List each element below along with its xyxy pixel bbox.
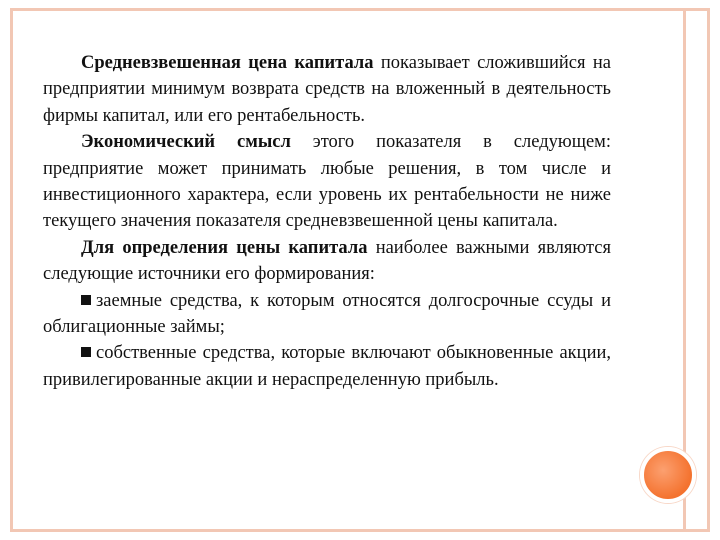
bullet-item-own xyxy=(43,340,611,393)
bullet-own-text: собственные средства, которые включают обыкновенные акции, привилегированные акции и нераспределенную прибыль. xyxy=(43,343,611,390)
term-wacc: Средневзвешенная цена капитала xyxy=(81,53,374,73)
term-economic-meaning: Экономический смысл xyxy=(81,132,291,153)
paragraph-economic-meaning xyxy=(43,129,611,235)
sources-text: наиболее важными являются следующие источники его формирования: xyxy=(43,237,611,285)
decorative-orange-circle xyxy=(640,447,696,503)
paragraph-sources xyxy=(43,235,611,288)
square-bullet-icon xyxy=(81,295,91,305)
definition-text: показывает сложившийся на предприятии минимум возврата средств на вложенный в деятельность фирмы капитал, или его рентабельность. xyxy=(43,53,611,126)
slide-body xyxy=(43,50,611,393)
paragraph-definition xyxy=(43,50,611,129)
bullet-borrowed-text: заемные средства, к которым относятся долгосрочные ссуды и облигационные займы; xyxy=(43,290,611,338)
economic-meaning-text: этого показателя в следующем: предприятие может принимать любые решения, в том числе и инвестиционного характера, если уровень их рентабельности не ниже текущего значения показателя средневзвешенной цены капитала. xyxy=(43,132,611,232)
square-bullet-icon xyxy=(81,347,91,357)
term-cost-determination: Для определения цены капитала xyxy=(81,237,368,258)
bullet-item-borrowed xyxy=(43,288,611,341)
